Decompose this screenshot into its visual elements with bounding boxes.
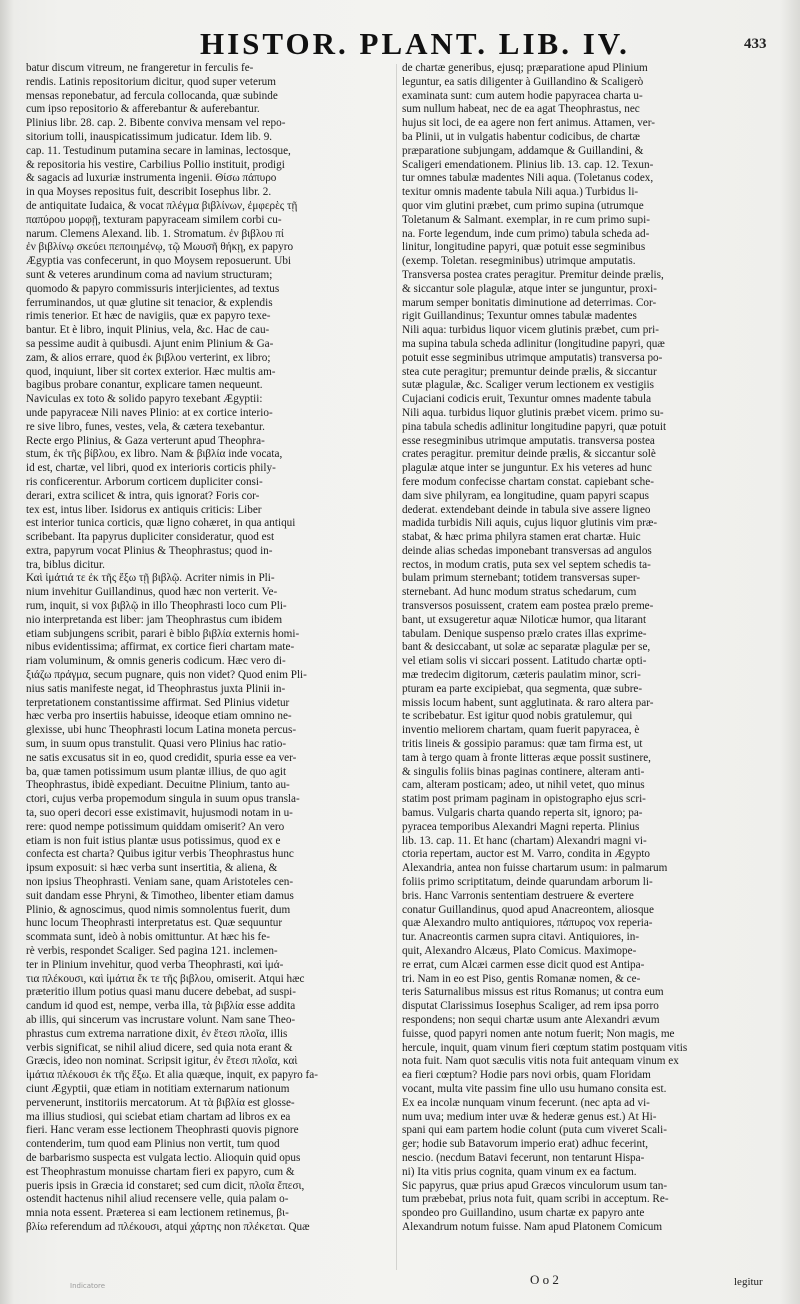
text-line: & repositoria his vestire, Carbilius Pollio instituit, prodigi — [26, 158, 285, 171]
text-line: vel etiam solis vi siccari possent. Latitudo chartæ opti- — [402, 655, 647, 668]
text-line: derari, extra scilicet & intra, quis ignorat? Foris cor- — [26, 489, 260, 502]
text-line: ba, quæ tamen potissimum usum plantæ illius, de quo agit — [26, 765, 287, 778]
text-line: sum nullum habeat, nec de ea agat Theophrastus, nec — [402, 103, 640, 116]
text-line: potuit esse segminibus utrimque amputatis) transversa po- — [402, 351, 663, 364]
text-line: nio interpretanda est liber: jam Theophrastus cum ibidem — [26, 613, 283, 626]
text-line: τια πλέκουσι, καὶ ἱμάτια ἔκ τε τῆς βιβλου, omiserit. Atqui hæc — [26, 972, 305, 985]
text-line: nibus evidentissima; affirmat, ex cortice fieri chartam mate- — [26, 641, 295, 654]
text-line: inventio meliorem chartam, quam fuerit papyracea, è — [402, 724, 640, 737]
text-line: foliis primo scriptitatum, deinde quarundam arborum li- — [402, 876, 653, 889]
text-line: (exemp. Toletan. resegminibus) utrimque amputatis. — [402, 255, 636, 268]
text-line: ter in Plinium invehitur, quod verba Theophrasti, καὶ ἱμά- — [26, 958, 284, 971]
text-line: stea cute peragitur; premuntur deinde prælis, & siccantur — [402, 365, 657, 378]
text-line: ger; hodie sub Batavorum imperio erat) adhuc fecerint, — [402, 1138, 649, 1151]
text-line: suit dandam esse Phryni, & Timotheo, libenter etiam damus — [26, 889, 294, 902]
text-line: scribebant. Ita papyrus dupliciter consideratur, quod est — [26, 531, 275, 544]
text-line: pueris ipsis in Græcia id constaret; sed cum dicit, πλοῖα ἔπεσι, — [26, 1179, 305, 1192]
text-line: verbis significat, se nihil aliud dicere, sed quia nota erant & — [26, 1041, 293, 1054]
text-line: ab illis, qui sincerum vas incrustare volunt. Nam sane Theo- — [26, 1013, 296, 1026]
text-line: Alexandrum notum fuisse. Nam apud Platonem Comicum — [402, 1220, 663, 1233]
text-line: est interior tunica corticis, quæ ligno cohæret, in qua antiqui — [26, 517, 296, 530]
text-line: non ipsius Theophrasti. Veniam sane, quam Aristoteles cen- — [26, 876, 294, 889]
text-line: bulam primum sternebant; totidem transversas super- — [402, 572, 641, 585]
text-line: bagibus probare conantur, explicare tamen nequeunt. — [26, 379, 263, 392]
text-line: ta, suo operi decori esse existimavit, hujusmodi notam in u- — [26, 807, 293, 820]
text-line: pyracea temporibus Alexandri Magni reperta. Plinius — [402, 820, 640, 833]
text-line: rimis tenerior. Et hæc de navigiis, quæ ex papyro texe- — [26, 310, 271, 323]
text-line: pina tabula schedis adlinitur longitudine papyri, quæ potuit — [402, 420, 667, 433]
text-line: ris conficerentur. Arborum corticem dupliciter consi- — [26, 475, 263, 488]
text-line: hujus sit loci, de ea agere non fert animus. Attamen, ver- — [402, 117, 655, 130]
text-line: de antiquitate Iudaica, & vocat πλέγμα βιβλίνων, ἐμφερὲς τῇ — [26, 199, 298, 212]
text-line: sternebant. Ad hunc modum stratus schedarum, cum — [402, 586, 637, 599]
text-line: rè verbis, respondet Scaliger. Sed pagina 121. inclemen- — [26, 945, 278, 957]
text-line: lib. 13. cap. 11. Et hanc (chartam) Alexandri magni vi- — [402, 834, 647, 847]
text-line: terpretationem constantissime affirmat. Sed Plinius videtur — [26, 696, 290, 709]
text-line: rigit Guillandinus; Texuntur omnes tabulæ madentes — [402, 310, 637, 323]
text-line: cum ipso repositorio & afferebantur & auferebantur. — [26, 103, 260, 116]
text-line: Nili aqua. turbidus liquor glutinis præbet vicem. primo su- — [402, 406, 664, 419]
text-line: unde papyraceæ Nili naves Plinio: at ex cortice interio- — [26, 406, 273, 419]
text-line: tex est, intus liber. Isidorus ex antiquis criticis: Liber — [26, 503, 262, 516]
text-line: batur discum vitreum, ne frangeretur in ferculis fe- — [26, 62, 254, 74]
text-line: tritis lineis & gossipio paramus: quæ tam firma est, ut — [402, 738, 643, 751]
text-line: sa pessime audit à quibusdi. Ajunt enim Plinium & Ga- — [26, 337, 274, 350]
text-line: ctori, cujus verba propemodum singula in suum opus transla- — [26, 793, 300, 806]
text-line: pervenerunt, institoriis mercatorum. At τὰ βιβλία est glosse- — [26, 1096, 295, 1109]
text-line: hæc verba pro insertiis habuisse, ideoque etiam omnino ne- — [26, 710, 292, 723]
text-line: quæ Alexandro multo antiquiores, πάπυρος vox reperia- — [402, 917, 653, 930]
text-line: phrastus cum extrema narratione dixit, ἐν ἔτεσι πλοῖα, illis — [26, 1027, 288, 1040]
text-line: texitur omnis madente tabula Nili aqua.) Turbidus li- — [402, 186, 639, 199]
text-line: fieri. Hanc veram esse lectionem Theophrasti quovis pignore — [26, 1124, 299, 1137]
text-line: tam à tergo quam à fronte litteras æque possit sustinere, — [402, 751, 651, 764]
text-line: marum semper bonitatis diminutione ad deterrimas. Cor- — [402, 296, 657, 309]
text-line: tri. Nam in eo est Piso, gentis Romanæ nomen, & ce- — [402, 972, 641, 985]
text-line: narum. Clemens Alexand. lib. 1. Stromatum. ἐν βιβλου πί — [26, 227, 284, 240]
text-line: Transversa postea crates peragitur. Premitur deinde prælis, — [402, 268, 664, 281]
text-line: glexisse, ubi hunc Theophrasti locum Latina moneta percus- — [26, 724, 297, 737]
text-line: sum, in suum opus transtulit. Quasi vero Plinius hac ratio- — [26, 738, 287, 751]
text-line: Nili aqua: turbidus liquor vicem glutinis præbet, cum pri- — [402, 324, 659, 337]
text-line: dederat. extendebant deinde in tabula sive assere ligneo — [402, 503, 651, 516]
text-line: Alexandria, antea non fuisse chartarum usum: in palmarum — [402, 862, 668, 875]
running-head: HISTOR. PLANT. LIB. IV. — [200, 26, 630, 61]
text-line: ne satis excusatus sit in eo, quod credidit, spuria esse ea ver- — [26, 751, 297, 764]
text-line: sitorium tolli, inauspicatissimum judicatur. Idem lib. 9. — [26, 130, 273, 143]
text-line: bantur. Et è libro, inquit Plinius, vela, &c. Hac de cau- — [26, 324, 270, 337]
text-line: ciunt Ægyptii, quæ etiam in notitiam externarum nationum — [26, 1082, 290, 1095]
text-line: ma supina tabula scheda adlinitur (longitudine papyri, quæ — [402, 337, 665, 350]
text-line: hunc locum Theophrasti interpretatus est. Quæ sequuntur — [26, 917, 283, 930]
text-line: re sive libro, funes, vestes, vela, & cætera texebantur. — [26, 420, 265, 433]
text-line: spondeo pro Guillandino, usum chartæ ex papyro ante — [402, 1207, 645, 1220]
text-line: bant & desiccabant, ut solæ ac separatæ plagulæ per se, — [402, 641, 651, 654]
text-line: sutæ plagulæ, &c. Scaliger verum lectionem ex vestigiis — [402, 379, 654, 392]
text-line: Toletanum & Salmant. exemplar, in re cum primo supi- — [402, 213, 650, 226]
text-line: cam, alteram posticam; adeo, ut nihil vetet, quo minus — [402, 779, 645, 792]
text-line: Καὶ ἱμάτιά τε ἐκ τῆς ἔξω τῇ βιβλῷ. Acriter nimis in Pli- — [26, 572, 275, 585]
text-line: quomodo & papyro commissuris interjicientes, ad textus — [26, 282, 280, 295]
text-line: spani qui eam partem hodie colunt (puta cum viveret Scali- — [402, 1124, 667, 1137]
text-line: mensas reponebatur, ad fercula collocanda, quæ subinde — [26, 89, 278, 102]
text-line: na. Forte legendum, inde cum primo) tabula scheda ad- — [402, 227, 650, 240]
text-line: ostendit hactenus nihil aliud recensere velle, quia palam o- — [26, 1193, 289, 1206]
text-line: madida turbidis Nili aquis, cujus liquor glutinis vim præ- — [402, 517, 658, 530]
text-line: ferruminandos, ut quæ glutine sit tenacior, & explendis — [26, 296, 273, 309]
text-line: id est, chartæ, vel libri, quod ex interioris corticis phily- — [26, 462, 276, 475]
catchword: legitur — [734, 1276, 763, 1288]
text-line: βλίω referendum ad πλέκουσι, atqui χάρτης non πλέκεται. Quæ — [26, 1220, 310, 1233]
text-line: Recte ergo Plinius, & Gaza verterunt apud Theophra- — [26, 434, 265, 447]
text-line: rere: quod nempe potissimum quiddam omiserit? An vero — [26, 820, 285, 833]
text-line: conatur Guillandinus, quod apud Anacreontem, aliosque — [402, 903, 654, 916]
text-line: stum, ἐκ τῆς βίβλου, ex libro. Nam & βιβλία inde vocata, — [26, 448, 283, 461]
text-line: stabat, & hæc prima philyra stamen erat chartæ. Huic — [402, 531, 641, 544]
text-line: scommata sunt, ideò à nobis omittuntur. At hæc his fe- — [26, 931, 270, 944]
text-line: cap. 11. Testudinum putamina secare in laminas, lectosque, — [26, 144, 291, 157]
text-line: tum præbebat, prius nota fuit, quam scribi in acceptum. Re- — [402, 1193, 669, 1206]
text-line: in qua Moyses repositus fuit, describit Iosephus libr. 2. — [26, 186, 272, 199]
margin-note: Indicatore — [70, 1282, 106, 1290]
text-line: παπύρου μορφῇ, texturam papyraceam similem corbi cu- — [26, 213, 282, 226]
text-line: etiam is non fuit istius plantæ usus potissimus, quod ex e — [26, 834, 281, 847]
text-line: de barbarismo suspecta est vulgata lectio. Alioquin quid opus — [26, 1151, 301, 1164]
text-line: præteritio illum potius quasi manu ducere debebat, ad suspi- — [26, 986, 296, 999]
page-number: 433 — [744, 36, 767, 52]
text-line: tra, biblus dicitur. — [26, 558, 105, 571]
text-line: nium invehitur Guillandinus, quod hæc non verterit. Ve- — [26, 586, 278, 599]
text-line: quod, inquiunt, liber sit cortex exterior. Hæc multis am- — [26, 365, 276, 378]
text-line: & singulis foliis binas paginas continere, alteram anti- — [402, 765, 645, 778]
text-line: tabulam. Denique suspenso prælo crates illas exprime- — [402, 627, 647, 640]
right-column — [402, 62, 780, 1272]
text-line: quit, Alexandro Alcæus, Plato Comicus. Maximope- — [402, 945, 637, 957]
text-line: num uva; medium inter uvæ & hederæ genus est.) At Hi- — [402, 1110, 657, 1123]
text-line: fuisse, quod papyri nomen ante notum fuerit; Non magis, me — [402, 1027, 675, 1040]
text-line: præparatione subjungam, addamque & Guillandini, & — [402, 144, 644, 157]
text-line: ἱμάτια πλέκουσι ἐκ τῆς ἔξω. Et alia quæque, inquit, ex papyro fa- — [26, 1069, 318, 1082]
text-line: mnia nota essent. Præterea si eam lectionem retinemus, βι- — [26, 1207, 289, 1220]
text-line: Græcis, ideo non nominat. Scripsit igitur, ἐν ἔτεσι πλοῖα, καὶ — [26, 1055, 298, 1068]
text-line: Plinius libr. 28. cap. 2. Bibente conviva mensam vel repo- — [26, 117, 286, 130]
text-line: leguntur, ea satis diligenter à Guillandino & Scaligerò — [402, 75, 644, 88]
text-line: & siccantur sole plagulæ, atque inter se junguntur, proxi- — [402, 282, 657, 295]
text-line: nescio. (necdum Batavi fecerunt, non tentarunt Hispa- — [402, 1151, 645, 1164]
text-line: ma illius studiosi, qui sciebat etiam chartam ad libros ex ea — [26, 1110, 291, 1123]
text-line: Cujaciani codicis eruit, Texuntur omnes madente tabula — [402, 393, 652, 406]
text-line: confecta est charta? Quibus igitur verbis Theophrastus hunc — [26, 848, 294, 861]
text-line: extra, papyrum vocat Plinius & Theophrastus; quod in- — [26, 544, 273, 557]
text-line: est Theophrastum monuisse chartam fieri ex papyro, cum & — [26, 1165, 295, 1178]
text-line: statim post primam paginam in opistographo ejus scri- — [402, 793, 646, 806]
text-line: rendis. Latinis repositorium dicitur, quod super veterum — [26, 75, 276, 88]
text-line: Naviculas ex toto & solido papyro texebant Ægyptii: — [26, 393, 263, 406]
text-line: examinata sunt: cum autem hodie papyracea charta u- — [402, 89, 643, 102]
text-line: Ægyptia vas confecerunt, in quo Moysem reposuerunt. Ubi — [26, 255, 292, 268]
text-line: ἐν βιβλίνῳ σκεύει πεποιημένῳ, τῷ Μωυσῆ θήκῃ, ex papyro — [26, 241, 294, 254]
text-line: Plinio, & agnoscimus, quod nimis somnolentus fuerit, dum — [26, 903, 291, 916]
text-line: contenderim, tum quod eam Plinius non vertit, tum quod — [26, 1138, 280, 1151]
text-line: respondens; non sequi chartæ usum ante Alexandri ævum — [402, 1013, 660, 1026]
text-line: teris Saturnalibus missus est ritus Romanus; ut contra eum — [402, 986, 664, 999]
text-line: ea fieri cœptum? Hodie pars novi orbis, quam Floridam — [402, 1069, 651, 1082]
column-gutter — [396, 64, 397, 1270]
text-line: candum id quod est, nempe, verba illa, τὰ βιβλία esse addita — [26, 1000, 296, 1013]
text-line: tur. Anacreontis carmen supra citavi. Antiquiores, in- — [402, 931, 640, 944]
text-line: nota fuit. Nam quot sæculis vitis nota fuit antequam vinum ex — [402, 1055, 679, 1068]
text-line: missis locum habent, sunt agglutinata. & raro altera par- — [402, 696, 654, 709]
text-line: ξιάζω πράγμα, secum pugnare, quis non videt? Quod enim Pli- — [26, 669, 307, 682]
text-line: Theophrastus, ibidè expediant. Decuitne Plinium, tanto au- — [26, 779, 290, 792]
text-line: Ex ea incolæ nunquam vinum fecerunt. (nec apta ad vi- — [402, 1096, 650, 1109]
text-line: esse resegminibus utrimque amputatis. transversa postea — [402, 434, 655, 447]
text-line: transversos posuissent, cratem eam postea prælo preme- — [402, 600, 654, 613]
text-line: deinde alias schedas imponebant transversas ad angulos — [402, 544, 652, 557]
text-line: linitur, longitudine papyri, quæ potuit esse segminibus — [402, 241, 646, 254]
text-line: disputat Clarissimus Iosephus Scaliger, ad rem ipsa porro — [402, 1000, 659, 1013]
text-line: rectos, in modum cratis, puta sex vel septem schedis ta- — [402, 558, 651, 571]
text-line: tur omnes tabulæ madentes Nili aqua. (Toletanus codex, — [402, 172, 654, 185]
left-column — [26, 62, 392, 1272]
text-line: fere modum confecisse chartam constat. capiebant sche- — [402, 475, 654, 488]
text-line: bris. Hanc Varronis sententiam destruere & evertere — [402, 889, 634, 902]
text-line: Scaligeri emendationem. Plinius lib. 13. cap. 12. Texun- — [402, 158, 654, 171]
text-line: plagulæ atque inter se junguntur. Ex his veteres ad hunc — [402, 462, 652, 475]
text-line: sunt & veteres arundinum coma ad navium structuram; — [26, 268, 273, 281]
text-line: ni) Ita vitis prius cognita, quam vinum ex ea factum. — [402, 1165, 637, 1178]
text-line: vocant, multa vite passim fine ullo usu humano consita est. — [402, 1082, 667, 1095]
text-line: ctoria repertam, auctor est M. Varro, condita in Ægypto — [402, 848, 651, 861]
text-line: rum, inquit, si vox βιβλῷ in illo Theophrasti loco cum Pli- — [26, 600, 287, 613]
text-line: etiam subjungens scribit, parari è biblo βιβλία externis homi- — [26, 627, 300, 640]
text-line: bamus. Vulgaris charta quando reperta sit, ignoro; pa- — [402, 807, 643, 820]
text-line: te scribebatur. Est igitur quod nobis gratulemur, qui — [402, 710, 633, 723]
text-line: pturam ea parte excipiebat, qua segmenta, quæ subre- — [402, 682, 643, 695]
text-line: & sagacis ad luxuriæ instrumenta ingenii. Θίσω πάπυρο — [26, 172, 277, 185]
text-line: quor vim glutini præbet, cum primo supina (utrumque — [402, 199, 644, 212]
text-line: bant, ut exsugeretur aquæ Niloticæ humor, qua litarant — [402, 613, 647, 626]
text-line: dam sive philyram, ea longitudine, quam papyri scapus — [402, 489, 649, 502]
signature-mark: O o 2 — [530, 1272, 559, 1287]
text-line: ipsum exposuit: si hæc verba sunt insertitia, & aliena, & — [26, 862, 278, 875]
text-line: Sic papyrus, quæ prius apud Græcos vinculorum usum tan- — [402, 1179, 668, 1192]
text-line: hercule, inquit, quam vinum fieri cœptum statim postquam vitis — [402, 1041, 688, 1054]
text-line: riam voluminum, & omnis generis codicum. Hæc vero di- — [26, 655, 286, 668]
text-line: crates peragitur. premitur deinde prælis, & siccantur solè — [402, 448, 656, 461]
text-line: re errat, cum Alcæi carmen esse dicit quod est Antipa- — [402, 958, 645, 971]
text-line: zam, & alios errare, quod ἐκ βιβλου verterint, ex libro; — [26, 351, 271, 364]
text-line: ba Plinii, ut in vulgatis habentur codicibus, de chartæ — [402, 130, 641, 143]
text-line: nius satis manifeste negat, id Theophrastus juxta Plinii in- — [26, 682, 286, 695]
text-line: mæ tredecim digitorum, cæteris paulatim minor, scri- — [402, 669, 641, 682]
text-line: de chartæ generibus, ejusq; præparatione apud Plinium — [402, 62, 648, 74]
